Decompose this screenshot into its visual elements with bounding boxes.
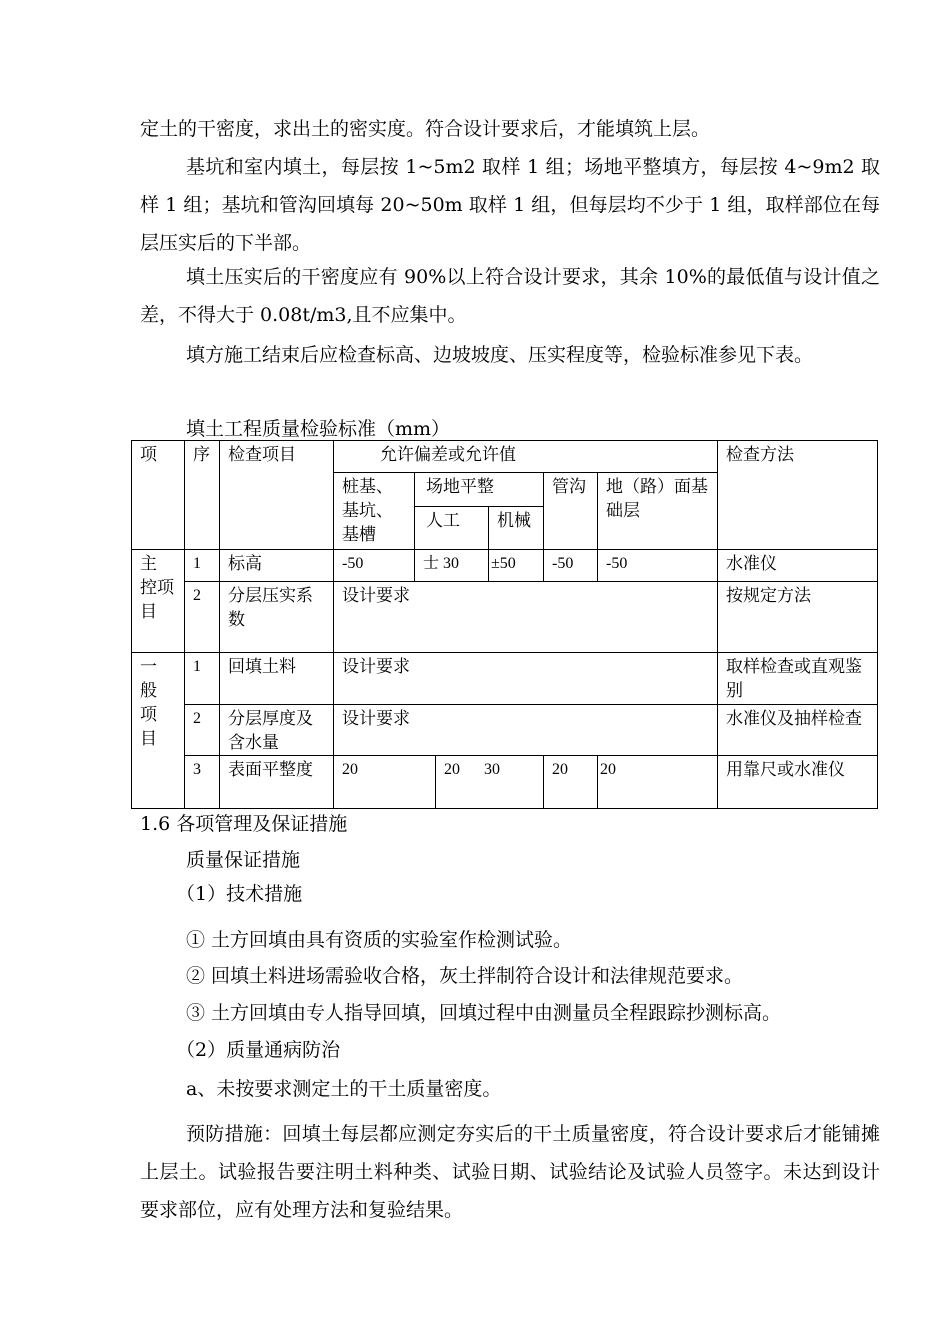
row5-ground: 20 [598,756,718,809]
paragraph-density-check: 定土的干密度，求出土的密实度。符合设计要求后，才能填筑上层。 [140,118,711,140]
row2-value: 设计要求 [334,582,718,653]
defect-a: a、未按要求测定土的干土质量密度。 [186,1078,502,1100]
measure-2: ② 回填土料进场需验收合格，灰土拌制符合设计和法律规范要求。 [186,965,744,987]
header-ground: 地（路）面基础层 [598,473,718,550]
row4-name: 分层厚度及含水量 [220,705,334,756]
header-check-item: 检查项目 [220,441,334,550]
header-site: 场地平整 [415,473,544,507]
row5-seq: 3 [185,756,220,809]
paragraph-inspection: 填方施工结束后应检查标高、边坡坡度、压实程度等，检验标准参见下表。 [186,344,814,366]
group-main: 主 控项目 [132,550,185,653]
row1-method: 水准仪 [718,550,878,582]
row5-pile: 20 [334,756,436,809]
header-machine: 机械 [489,507,544,550]
header-seq: 序 [185,441,220,550]
row1-ground: -50 [598,550,718,582]
paragraph-compaction: 填土压实后的干密度应有 90%以上符合设计要求，其余 10%的最低值与设计值之差，不得大于 0.08t/m3,且不应集中。 [140,266,880,326]
row3-name: 回填土料 [220,653,334,705]
row1-name: 标高 [220,550,334,582]
header-pile: 桩基、基坑、基槽 [334,473,415,550]
measure-3: ③ 土方回填由专人指导回填，回填过程中由测量员全程跟踪抄测标高。 [186,1002,782,1024]
row1-pipe: -50 [544,550,598,582]
header-allowance: 允许偏差或允许值 [334,441,718,473]
header-manual: 人工 [415,507,489,550]
row4-seq: 2 [185,705,220,756]
row4-method: 水准仪及抽样检查 [718,705,878,756]
row3-value: 设计要求 [334,653,718,705]
section-subheading: 质量保证措施 [186,849,301,871]
measure-1: ① 土方回填由具有资质的实验室作检测试验。 [186,929,573,951]
row4-value: 设计要求 [334,705,718,756]
header-pipe: 管沟 [544,473,598,550]
paragraph-sampling: 基坑和室内填土，每层按 1~5m2 取样 1 组；场地平整填方，每层按 4~9m2 取样 1 组；基坑和管沟回填每 20~50m 取样 1 组，但每层均不少于 1 组，取样部位在每层压实后的下半部。 [140,156,880,254]
row1-machine: ±50 [489,550,544,582]
row1-pile: -50 [334,550,415,582]
row5-site: 20 30 [436,756,544,809]
header-item: 项 [132,441,185,550]
row5-pipe: 20 [544,756,598,809]
row1-seq: 1 [185,550,220,582]
quality-defects-heading: （2）质量通病防治 [176,1039,341,1061]
row2-seq: 2 [185,582,220,653]
quality-standard-table [131,440,878,809]
row3-seq: 1 [185,653,220,705]
row5-method: 用靠尺或水准仪 [718,756,878,809]
row2-method: 按规定方法 [718,582,878,653]
table-caption: 填土工程质量检验标准（mm） [186,418,451,440]
header-method: 检查方法 [718,441,878,550]
row5-name: 表面平整度 [220,756,334,809]
row2-name: 分层压实系数 [220,582,334,653]
row1-manual: 士 30 [415,550,489,582]
row3-method: 取样检查或直观鉴别 [718,653,878,705]
technical-measures-heading: （1）技术措施 [176,883,303,905]
paragraph-prevention: 预防措施：回填土每层都应测定夯实后的干土质量密度，符合设计要求后才能铺摊上层土。试验报告要注明土料种类、试验日期、试验结论及试验人员签字。未达到设计要求部位，应有处理方法和复验结果。 [140,1123,880,1221]
section-heading: 1.6 各项管理及保证措施 [140,813,348,835]
group-general: 一 般 项 目 [132,653,185,809]
